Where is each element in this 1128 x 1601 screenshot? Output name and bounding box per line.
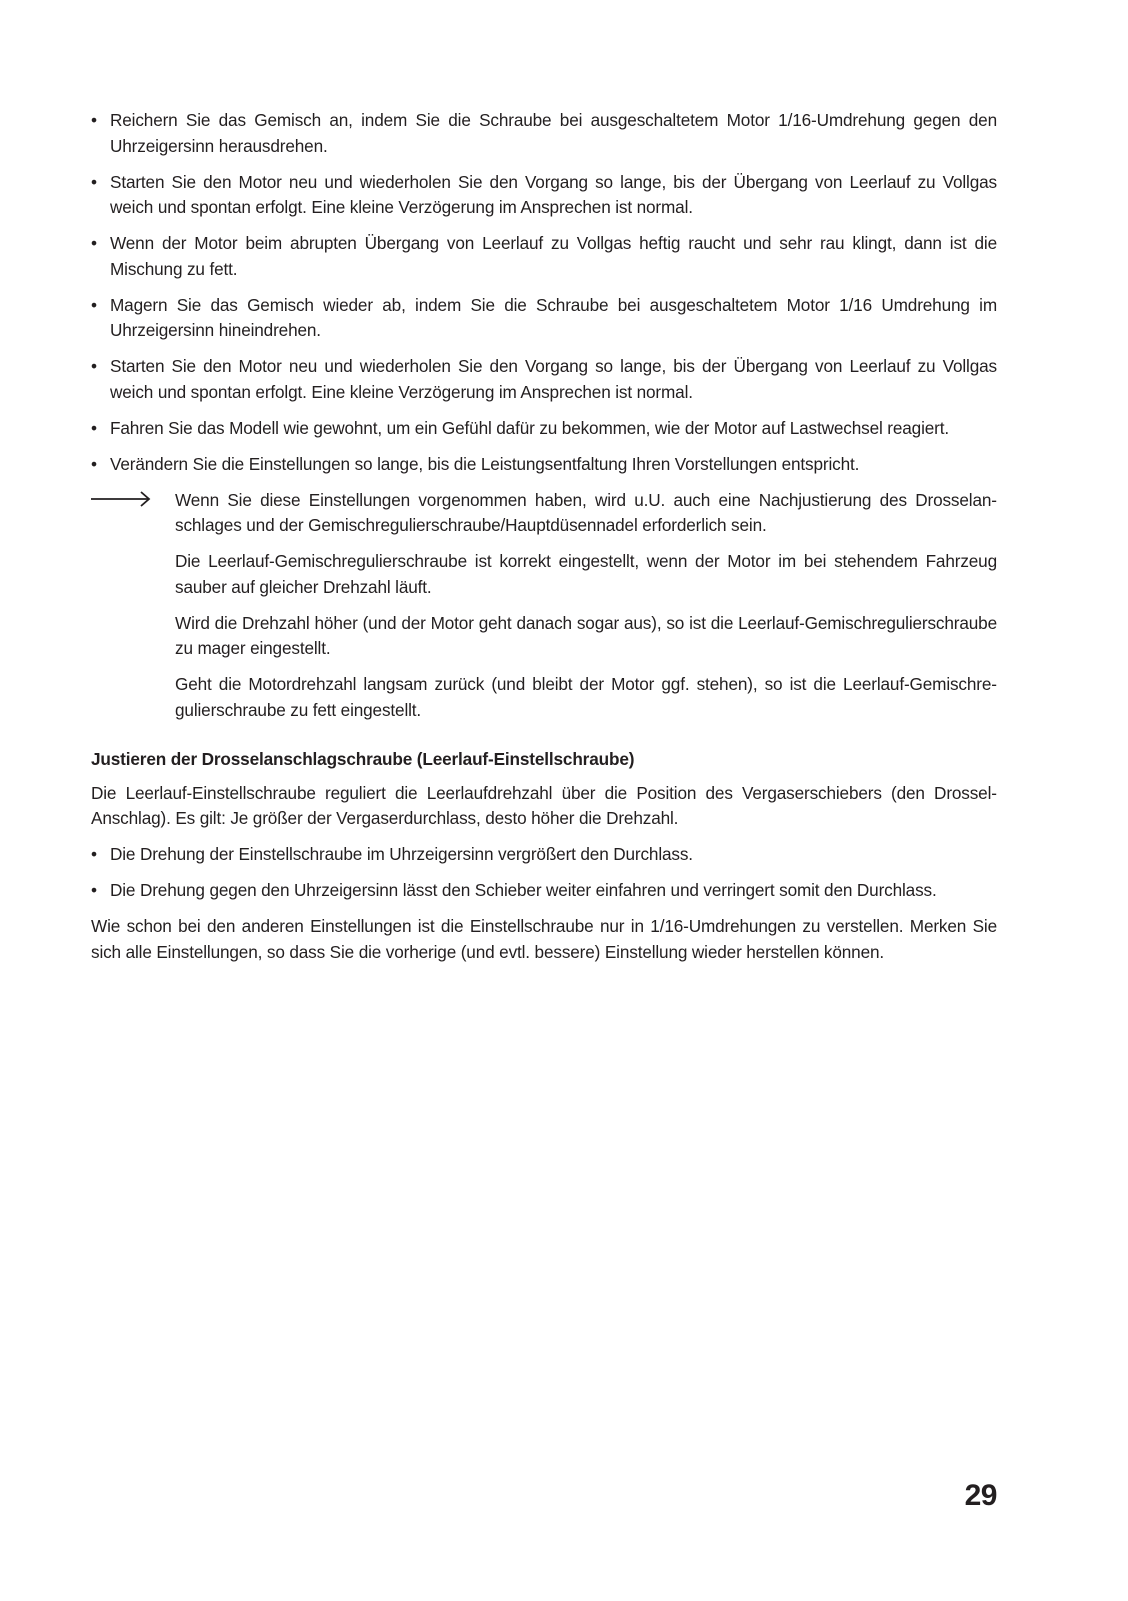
long-right-arrow-icon [91,489,153,509]
list-item-text: Starten Sie den Motor neu und wiederholen Sie den Vorgang so lange, bis der Übergang von Leerlauf zu Vollgas weich und spontan erfolgt. Eine kleine Verzögerung im Ansprechen ist normal. [110,356,997,402]
bullet-marker: • [91,294,97,315]
list-item [91,452,997,478]
bullet-marker: • [91,171,97,192]
list-item-text: Wenn der Motor beim abrupten Übergang von Leerlauf zu Vollgas heftig raucht und sehr rau klingt, dann ist die Mischung zu fett. [110,233,997,279]
list-item [91,231,997,282]
list-item [91,170,997,221]
note-block [91,488,997,724]
bullet-marker: • [91,233,97,253]
bullet-marker: • [91,110,97,130]
note-paragraph: Wenn Sie diese Einstellungen vorgenommen haben, wird u.U. auch eine Nachjustierung des Drosselanschlages und der Gemischregulierschraube/Hauptdüsennadel erforderlich sein. [175,489,997,535]
list-item [91,878,997,904]
list-item [91,842,997,868]
list-item-text: Reichern Sie das Gemisch an, indem Sie die Schraube bei ausgeschaltetem Motor 1/16-Umdrehung gegen den Uhrzeigersinn herausdrehen. [110,110,997,156]
list-item [91,354,997,405]
bullet-marker: • [91,356,97,376]
bullet-marker: • [91,880,97,900]
list-item [91,416,997,442]
bullet-list-throttle-screw [91,842,997,904]
section-closing: Wie schon bei den anderen Einstellungen ist die Einstellschraube nur in 1/16-Umdrehungen zu verstellen. Merken Sie sich alle Einstellungen, so dass Sie die vorherige (und evtl. bessere) Einstellung wieder herstellen können. [91,916,997,962]
list-item-text: Die Drehung der Einstellschraube im Uhrzeigersinn vergrößert den Durchlass. [110,844,693,864]
bullet-marker: • [91,844,97,864]
list-item [91,293,997,344]
list-item-text: Fahren Sie das Modell wie gewohnt, um ein Gefühl dafür zu bekommen, wie der Motor auf Lastwechsel reagiert. [110,417,949,438]
note-paragraph: Geht die Motordrehzahl langsam zurück (und bleibt der Motor ggf. stehen), so ist die Leerlauf-Gemischregulierschraube zu fett eingestellt. [175,674,997,720]
list-item-text: Magern Sie das Gemisch wieder ab, indem Sie die Schraube bei ausgeschaltetem Motor 1/16 Umdrehung im Uhrzeigersinn hineindrehen. [110,294,997,340]
bullet-marker: • [91,453,97,474]
list-item [91,108,997,159]
note-paragraph: Wird die Drehzahl höher (und der Motor geht danach sogar aus), so ist die Leerlauf-Gemischregulierschraube zu mager eingestellt. [175,612,997,658]
bullet-list-adjustment-steps [91,108,997,477]
section-intro: Die Leerlauf-Einstellschraube reguliert die Leerlaufdrehzahl über die Position des Vergaserschiebers (den DrosselAnschlag). Es gilt: Je größer der Vergaserdurchlass, desto höher die Drehzahl. [91,782,997,828]
bullet-marker: • [91,417,97,438]
list-item-text: Die Drehung gegen den Uhrzeigersinn lässt den Schieber weiter einfahren und verringert somit den Durchlass. [110,880,937,900]
list-item-text: Verändern Sie die Einstellungen so lange, bis die Leistungsentfaltung Ihren Vorstellungen entspricht. [110,453,860,474]
page-number: 29 [964,1479,997,1512]
document-page [91,108,997,976]
note-paragraph: Die Leerlauf-Gemischregulierschraube ist korrekt eingestellt, wenn der Motor im bei stehendem Fahrzeug sauber auf gleicher Drehzahl läuft. [175,551,997,597]
section-heading: Justieren der Drosselanschlagschraube (Leerlauf-Einstellschraube) [91,749,635,769]
list-item-text: Starten Sie den Motor neu und wiederholen Sie den Vorgang so lange, bis der Übergang von Leerlauf zu Vollgas weich und spontan erfolgt. Eine kleine Verzögerung im Ansprechen ist normal. [110,171,997,217]
